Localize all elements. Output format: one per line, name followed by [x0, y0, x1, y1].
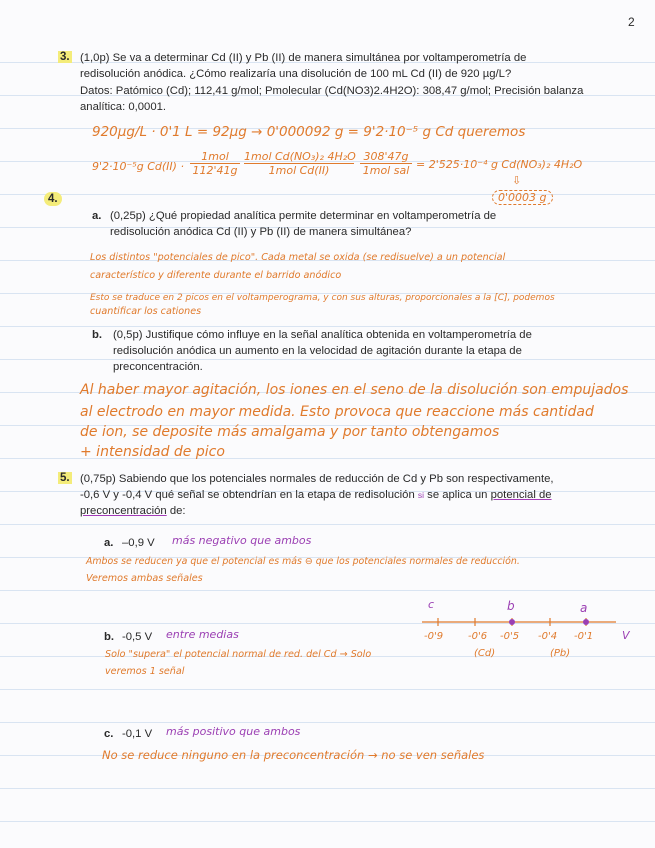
- q4a-line2: redisolución anódica Cd (II) y Pb (II) de manera simultánea?: [110, 226, 412, 238]
- q5-line1: (0,75p) Sabiendo que los potenciales normales de reducción de Cd y Pb son respectivamente,: [80, 473, 554, 485]
- q4b-line2: redisolución anódica un aumento en la velocidad de agitación durante la etapa de: [113, 345, 522, 357]
- page-number: 2: [628, 15, 635, 29]
- q3-hw-line2b: = 2'525·10⁻⁴ g Cd(NO₃)₂ 4H₂O: [416, 158, 583, 171]
- q5a-value: –0,9 V: [122, 537, 155, 549]
- q5a-label: a.: [104, 537, 114, 549]
- q3-hw-result: 0'0003 g: [492, 190, 553, 205]
- axis-tick-label: -0'5: [500, 631, 520, 642]
- axis-tick-label: -0'9: [424, 631, 444, 642]
- q3-line4: analítica: 0,0001.: [80, 101, 167, 113]
- axis-letter-c: c: [428, 598, 435, 611]
- q5a-hw2: Veremos ambas señales: [86, 573, 203, 584]
- q3-hw-line1: 920µg/L · 0'1 L = 92µg → 0'000092 g = 9'2·10⁻⁵ g Cd queremos: [92, 124, 526, 140]
- q4b-hw1: Al haber mayor agitación, los iones en el seno de la disolución son empujados: [80, 382, 629, 398]
- q5c-hw1: No se reduce ninguno en la preconcentración → no se ven señales: [102, 748, 485, 762]
- axis-letter-b: b: [507, 599, 515, 613]
- q3-hw-arrow: ⇩: [512, 174, 522, 187]
- q5c-value: -0,1 V: [122, 728, 153, 740]
- q4a-hw3: Esto se traduce en 2 picos en el voltamperograma, y con sus alturas, proporcionales a la [C], podemos: [90, 293, 555, 303]
- point-b: [509, 619, 515, 625]
- q3-hw-line2a: 9'2·10⁻⁵g Cd(II) ·: [92, 160, 184, 173]
- axis-tick-label: -0'4: [538, 631, 558, 642]
- axis-tick-label: -0'6: [468, 631, 488, 642]
- q5b-hw-title: entre medias: [166, 628, 239, 641]
- q5a-hw1: Ambos se reducen ya que el potencial es más ⊖ que los potenciales normales de reducción.: [86, 556, 520, 567]
- q4a-hw4: cuantificar los cationes: [90, 306, 202, 317]
- axis-unit: V: [622, 629, 630, 642]
- q5-line3: preconcentración de:: [80, 505, 186, 517]
- q5b-label: b.: [104, 631, 115, 643]
- q3-fraction-3: 308'47g 1mol sal: [360, 150, 412, 177]
- q3-line3: Datos: Patómico (Cd); 112,41 g/mol; Pmolecular (Cd(NO3)2.4H2O): 308,47 g/mol; Precisión balanza: [80, 85, 584, 97]
- q3-line2: redisolución anódica. ¿Cómo realizaría una disolución de 100 mL Cd (II) de 920 µg/L?: [80, 68, 512, 80]
- q4b-label: b.: [92, 329, 103, 341]
- axis-tick-label: -0'1: [574, 631, 594, 642]
- q4a-line1: (0,25p) ¿Qué propiedad analítica permite determinar en voltamperometría de: [110, 210, 497, 222]
- q4b-hw3: de ion, se deposite más amalgama y por tanto obtengamos: [80, 424, 500, 440]
- q4b-hw2: al electrodo en mayor medida. Esto provoca que reaccione más cantidad: [80, 404, 594, 420]
- q4b-line1: (0,5p) Justifique cómo influye en la señal analítica obtenida en voltamperometría de: [113, 329, 532, 341]
- q4b-line3: preconcentración.: [113, 361, 203, 373]
- axis-sub-pb: (Pb): [550, 648, 571, 659]
- q5b-hw1: Solo "supera" el potencial normal de red. del Cd → Solo: [105, 649, 372, 660]
- q5c-label: c.: [104, 728, 114, 740]
- q5-number: 5.: [60, 472, 70, 484]
- q4a-hw1: Los distintos "potenciales de pico". Cada metal se oxida (se redisuelve) a un potencial: [90, 252, 506, 263]
- q4a-hw2: característico y diferente durante el barrido anódico: [90, 270, 342, 281]
- q5b-value: -0,5 V: [122, 631, 153, 643]
- q5-line2: -0,6 V y -0,4 V qué señal se obtendrían en la etapa de redisolución si se aplica un potencial de: [80, 489, 552, 501]
- q5b-hw2: veremos 1 señal: [105, 666, 185, 677]
- q3-line1: (1,0p) Se va a determinar Cd (II) y Pb (II) de manera simultánea por voltamperometría de: [80, 52, 527, 64]
- potential-axis: [410, 596, 640, 662]
- axis-sub-cd: (Cd): [474, 648, 496, 659]
- q3-fraction-2: 1mol Cd(NO₃)₂ 4H₂O 1mol Cd(II): [244, 150, 356, 177]
- q3-number: 3.: [60, 51, 70, 63]
- q4b-hw4: + intensidad de pico: [80, 444, 225, 460]
- point-a: [583, 619, 589, 625]
- q3-fraction-1: 1mol 112'41g: [190, 150, 240, 177]
- q5a-hw-title: más negativo que ambos: [172, 534, 312, 547]
- q4-number: 4.: [44, 193, 62, 205]
- q5c-hw-title: más positivo que ambos: [166, 725, 301, 738]
- q4a-label: a.: [92, 210, 102, 222]
- axis-letter-a: a: [580, 601, 588, 615]
